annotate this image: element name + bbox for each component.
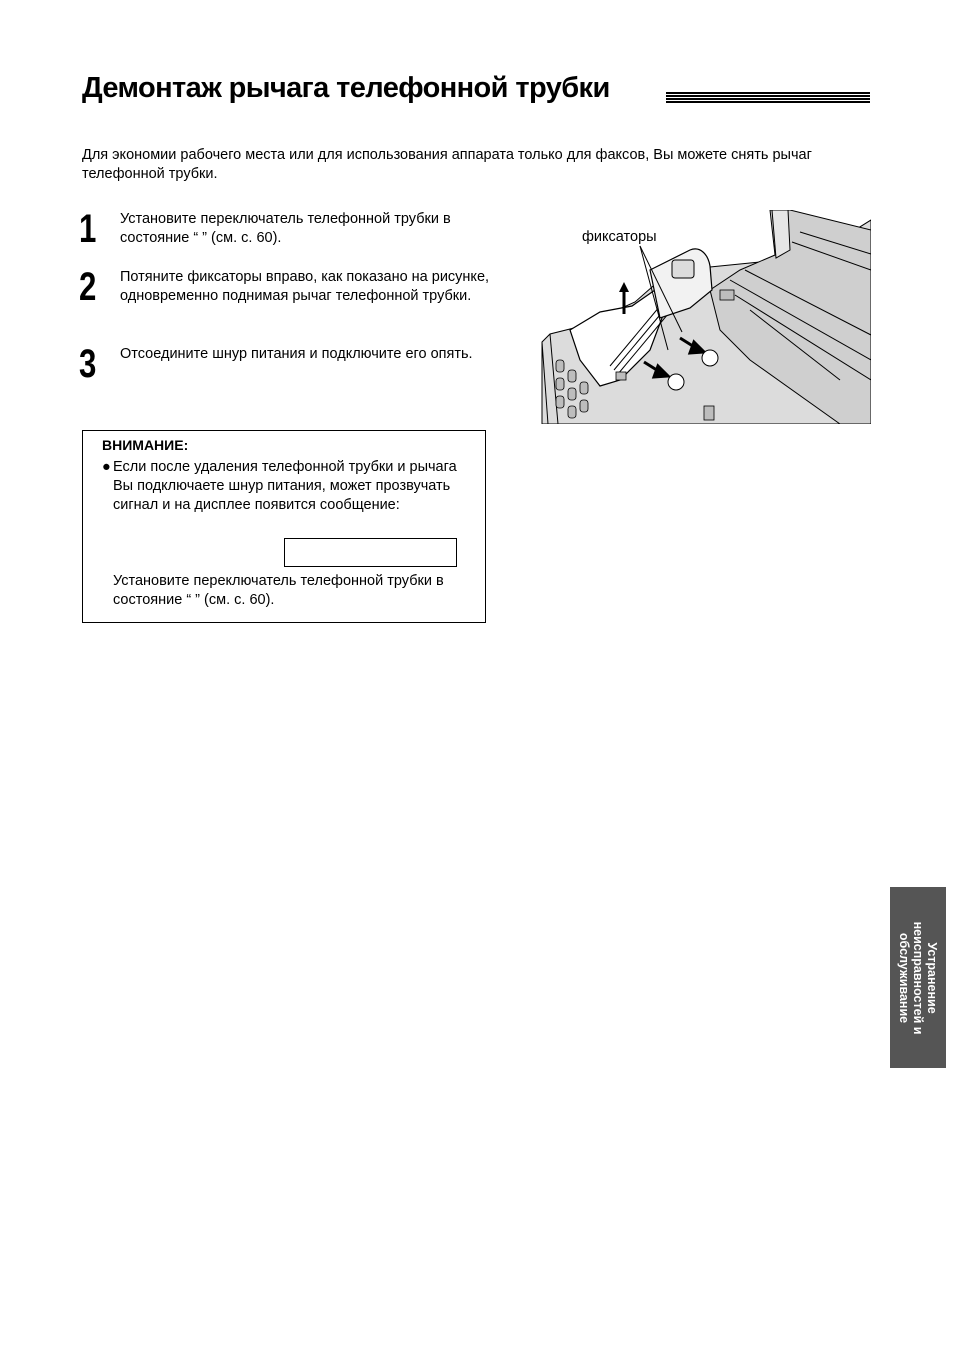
caution-box (82, 430, 486, 623)
page-title: Демонтаж рычага телефонной трубки (82, 72, 610, 104)
step-1-text: Установите переключатель телефонной трубки в состояние “ ” (см. с. 60). (120, 211, 451, 246)
step-3-text: Отсоедините шнур питания и подключите его опять. (120, 346, 473, 362)
step-2-number: 2 (79, 265, 97, 309)
caution-item (102, 458, 477, 515)
section-side-tab (890, 887, 946, 1068)
step-2-text: Потяните фиксаторы вправо, как показано на рисунке, одновременно поднимая рычаг телефонной трубки. (120, 269, 490, 304)
step-1-number: 1 (79, 207, 97, 251)
step-3-number: 3 (79, 342, 97, 386)
caution-title: ВНИМАНИЕ: (102, 437, 189, 453)
section-side-tab-label: Устранение неисправностей и обслуживание (897, 921, 939, 1034)
caution-footer-text: Установите переключатель телефонной трубки в состояние “ ” (см. с. 60). (113, 573, 444, 608)
display-message-box (284, 538, 457, 567)
bullet-icon: ● (102, 459, 111, 475)
title-rule (666, 92, 870, 103)
intro-paragraph: Для экономии рабочего места или для использования аппарата только для факсов, Вы можете снять рычаг телефонной трубки. (82, 147, 812, 182)
figure-label-latches: фиксаторы (582, 229, 657, 245)
caution-text: Если после удаления телефонной трубки и рычага Вы подключаете шнур питания, может прозвучать сигнал и на дисплее появится сообщение: (113, 459, 457, 513)
